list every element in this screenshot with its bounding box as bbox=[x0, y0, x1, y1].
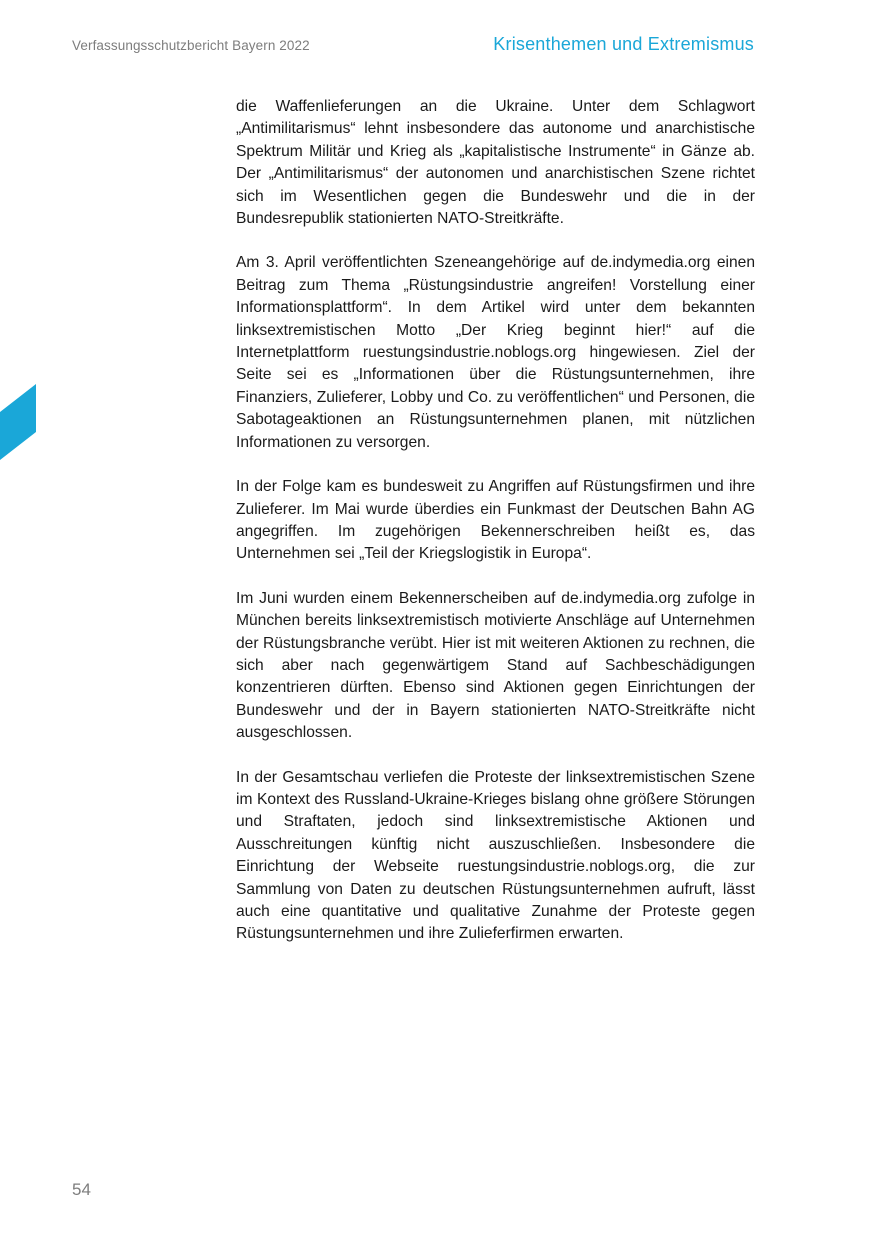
page-number: 54 bbox=[72, 1180, 91, 1199]
chapter-marker-tab bbox=[0, 384, 36, 460]
paragraph-summary: In der Gesamtschau verliefen die Proteste der linksextremistischen Szene im Kontext des Russland-Ukraine-Krieges bislang ohne größere Störungen und Straftaten, jedoch sind linksextremistische Aktionen und Ausschreitungen künftig nicht auszuschließen. Insbesondere die Einrichtung der Webseite ruestungsindustrie.noblogs.org, die zur Sammlung von Daten zu deutschen Rüstungsunternehmen aufruft, lässt auch eine quantitative und qualitative Zunahme der Proteste gegen Rüstungsunternehmen und ihre Zulieferfirmen erwarten. bbox=[236, 768, 755, 943]
paragraph-antimilitarism: die Waffenlieferungen an die Ukraine. Unter dem Schlagwort „Antimilitarismus“ lehnt insbesondere das autonome und anarchistische Spektrum Militär und Krieg als „kapitalistische Instrumente“ in Gänze ab. Der „Antimilitarismus“ der autonomen und anarchistischen Szene richtet sich im Wesentlichen gegen die Bundeswehr und die in der Bundesrepublik stationierten NATO-Streitkräfte. bbox=[236, 98, 755, 228]
chapter-marker-shape bbox=[0, 384, 36, 460]
paragraph-indymedia-post: Am 3. April veröffentlichten Szeneangehörige auf de.indymedia.​org einen Beitrag zum Thema „Rüstungsindustrie angreifen! Vorstellung einer Informationsplattform“. In dem Artikel wird unter dem bekannten linksextremistischen Motto „Der Krieg beginnt hier!“ auf die Internetplattform ruestungsindustrie.noblogs.org hingewiesen. Ziel der Seite sei es „Informationen über die Rüstungsunternehmen, ihre Finanziers, Zulieferer, Lobby und Co. zu veröffentlichen“ und Personen, die Sabotageaktionen an Rüstungsunternehmen planen, mit nützlichen Informationen zu versorgen. bbox=[236, 254, 755, 451]
running-header-publication: Verfassungsschutzbericht Bayern 2022 bbox=[72, 38, 310, 53]
body-text bbox=[236, 96, 755, 968]
running-header-chapter: Krisenthemen und Extremismus bbox=[493, 34, 754, 54]
paragraph-munich: Im Juni wurden einem Bekennerscheiben auf de.indymedia.org zufolge in München bereits linksextremistisch motivierte Anschläge auf Unternehmen der Rüstungsbranche verübt. Hier ist mit weiteren Aktionen zu rechnen, die sich aber nach gegenwärtigem Stand auf Sachbeschädigungen konzentrieren dürften. Ebenso sind Aktionen gegen Einrichtungen der Bundeswehr und der in Bayern stationierten NATO-Streitkräfte nicht ausgeschlossen. bbox=[236, 589, 755, 742]
paragraph-attacks: In der Folge kam es bundesweit zu Angriffen auf Rüstungsfirmen und ihre Zulieferer. Im Mai wurde überdies ein Funkmast der Deutschen Bahn AG angegriffen. Im zugehörigen Bekennerschreiben heißt es, das Unternehmen sei „Teil der Kriegslogistik in Europa“. bbox=[236, 478, 755, 563]
